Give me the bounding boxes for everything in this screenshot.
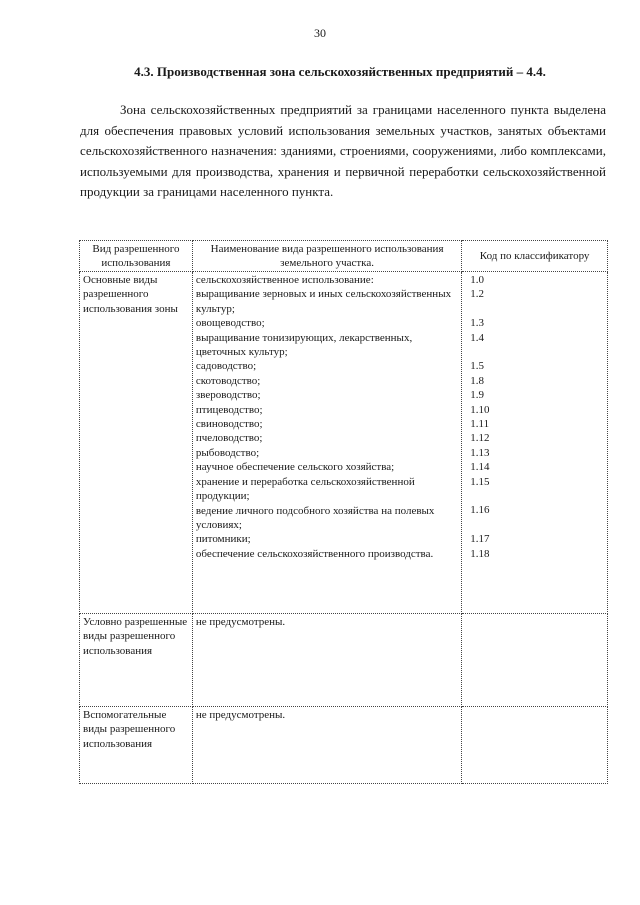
header-use-name: Наименование вида разрешенного использования земельного участка. [192,241,461,272]
list-item: выращивание тонизирующих, лекарственных, цветочных культур; [195,331,413,359]
list-item: свиноводство; [195,418,263,431]
auxiliary-uses-code-cell [462,707,608,784]
classifier-code: 1.0 [470,274,484,286]
list-item: садоводство; [195,360,257,373]
classifier-code: 1.13 [470,446,490,459]
classifier-code: 1.10 [470,403,490,416]
classifier-code: 1.11 [470,418,490,431]
conditional-uses-value: не предусмотрены. [195,616,286,628]
main-uses-entries-cell [192,272,461,614]
conditional-uses-label-cell [80,614,193,707]
conditional-uses-label: Условно разрешенные виды разрешенного использования [83,616,188,657]
list-item: скотоводство; [195,374,261,387]
table-row-conditional-uses [80,614,608,707]
list-item: сельскохозяйственное использование: [195,274,374,286]
auxiliary-uses-label-cell [80,707,193,784]
list-item: обеспечение сельскохозяйственного производства. [195,547,434,560]
header-use-type: Вид разрешенного использования [80,241,193,272]
list-item: ведение личного подсобного хозяйства на полевых условиях; [195,504,435,531]
classifier-code: 1.4 [470,331,484,344]
permitted-use-table [79,240,608,784]
classifier-code: 1.15 [470,475,490,488]
main-uses-label: Основные виды разрешенного использования зоны [83,274,178,315]
list-item: хранение и переработка сельскохозяйственной продукции; [195,475,415,503]
classifier-code: 1.5 [470,360,484,373]
auxiliary-uses-value-cell [192,707,461,784]
list-item: научное обеспечение сельского хозяйства; [195,461,395,474]
classifier-code: 1.12 [470,432,490,445]
list-item: птицеводство; [195,403,263,416]
conditional-uses-value-cell [192,614,461,707]
classifier-code: 1.8 [470,374,484,387]
main-uses-codes-cell [462,272,608,614]
classifier-code: 1.2 [470,288,484,301]
auxiliary-uses-value: не предусмотрены. [195,709,286,721]
classifier-code: 1.3 [470,317,484,330]
conditional-uses-code-cell [462,614,608,707]
table-header-row [80,241,608,272]
classifier-code: 1.18 [470,547,490,560]
list-item: звероводство; [195,389,261,402]
list-item: питомники; [195,533,251,546]
table-row-auxiliary-uses [80,707,608,784]
auxiliary-uses-label: Вспомогательные виды разрешенного использования [83,709,176,750]
section-heading: 4.3. Производственная зона сельскохозяйственных предприятий – 4.4. [134,64,546,79]
page-number: 30 [314,26,326,40]
list-item: пчеловодство; [195,432,263,445]
main-uses-entry-list [196,273,458,561]
classifier-code: 1.9 [470,389,484,402]
classifier-code: 1.16 [470,504,490,517]
list-item: овощеводство; [195,317,265,330]
header-classifier-code: Код по классификатору [462,241,608,272]
classifier-code: 1.14 [470,461,490,474]
table-row-main-uses [80,272,608,614]
list-item: выращивание зерновых и иных сельскохозяйственных культур; [195,288,452,315]
list-item: рыбоводство; [195,446,260,459]
classifier-code: 1.17 [470,533,490,546]
main-uses-code-list [465,273,604,561]
main-uses-label-cell [80,272,193,614]
intro-paragraph: Зона сельскохозяйственных предприятий за границами населенного пункта выделена для обеспечения правовых условий использования земельных участков, занятых объектами сельскохозяйственного назначения: зданиями, строениями, сооружениями, либо комплексами, используемыми для производства, хранения и первичной переработки сельскохозяйственной продукции за границами населенного пункта. [80,102,606,199]
